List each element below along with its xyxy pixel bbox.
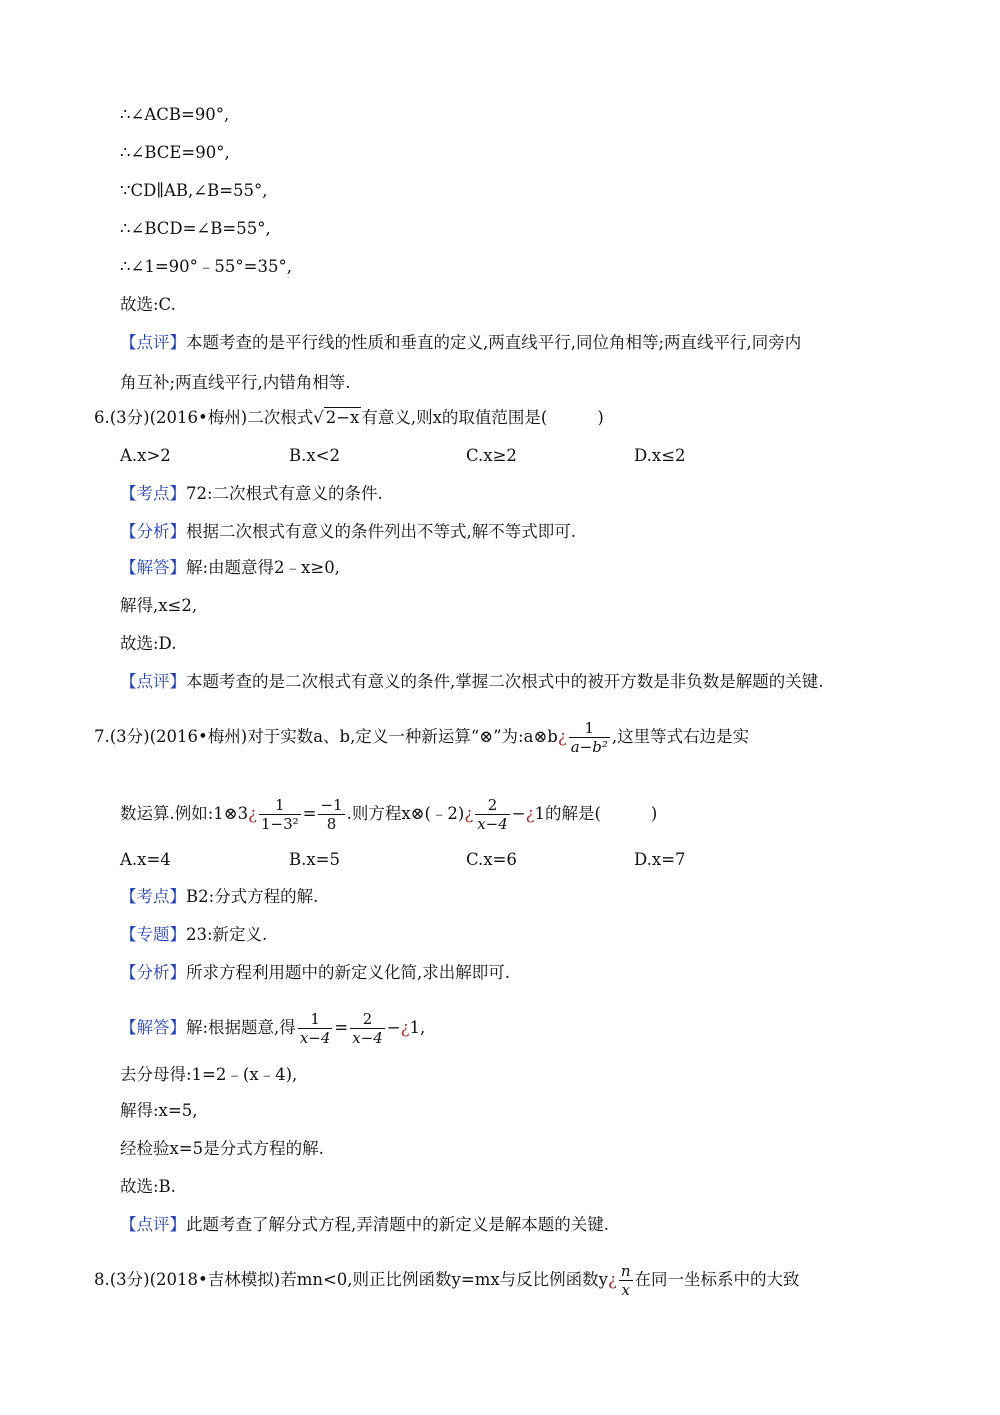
solution-line: ∴∠BCE=90°, bbox=[120, 143, 230, 162]
review-line: 【点评】本题考查的是二次根式有意义的条件,掌握二次根式中的被开方数是非负数是解题的关键. bbox=[120, 672, 824, 691]
solution-line: 去分母得:1=2﹣(x﹣4), bbox=[120, 1065, 298, 1084]
solution-line: ∵CD∥AB,∠B=55°, bbox=[120, 181, 268, 200]
question-6-stem: 6.(3分)(2016•梅州)二次根式√ 2−x 有意义,则x的取值范围是( ) bbox=[94, 408, 604, 427]
solution: 【解答】解:由题意得2﹣x≥0, bbox=[120, 558, 340, 577]
fraction: $\frac{2}{x-4}$ bbox=[477, 796, 508, 833]
question-7-example: 数运算.例如:1⊗3¿ $\frac{1}{\text{1−3²}}$ = $\frac{-1}{8}$ .则方程x⊗(﹣2)¿ $\frac{2}{x-4}$ −¿1的解是( ) bbox=[120, 796, 658, 833]
solution-line: ∴∠BCD=∠B=55°, bbox=[120, 219, 271, 238]
answer-line: 故选:C. bbox=[120, 295, 176, 314]
option-c: C.x≥2 bbox=[466, 446, 517, 465]
answer-line: 故选:B. bbox=[120, 1177, 176, 1196]
sqrt-expression: √ 2−x bbox=[313, 408, 360, 427]
fraction: $\frac{2}{x-4}$ bbox=[352, 1010, 383, 1047]
review-tag: 【点评】 bbox=[120, 333, 186, 352]
fraction: $\frac{1}{\text{a−b²}}$ bbox=[570, 719, 608, 756]
option-b: B.x=5 bbox=[289, 850, 340, 869]
review-line: 【点评】此题考查了解分式方程,弄清题中的新定义是解本题的关键. bbox=[120, 1215, 609, 1234]
fraction: $\frac{1}{x-4}$ bbox=[299, 1010, 331, 1047]
solution-line: ∴∠1=90°﹣55°=35°, bbox=[120, 257, 292, 276]
knowledge-point: 【考点】72:二次根式有意义的条件. bbox=[120, 484, 383, 503]
analysis: 【分析】所求方程利用题中的新定义化简,求出解即可. bbox=[120, 963, 510, 982]
solution: 【解答】解:根据题意,得 $\frac{1}{x-4}$ = $\frac{2}{x-4}$ −¿1, bbox=[120, 1010, 426, 1047]
option-a: A.x>2 bbox=[120, 446, 171, 465]
option-d: D.x≤2 bbox=[634, 446, 686, 465]
option-c: C.x=6 bbox=[466, 850, 517, 869]
question-7-stem: 7.(3分)(2016•梅州)对于实数a、b,定义一种新运算“⊗”为:a⊗b¿ $\frac{1}{\text{a−b²}}$ ,这里等式右边是实 bbox=[94, 719, 750, 756]
fraction: $\frac{-1}{8}$ bbox=[320, 796, 343, 833]
fraction: $\frac{n}{x}$ bbox=[620, 1262, 631, 1299]
review-line-cont: 角互补;两直线平行,内错角相等. bbox=[120, 373, 351, 392]
fraction: $\frac{1}{\text{1−3²}}$ bbox=[260, 796, 299, 833]
answer-line: 故选:D. bbox=[120, 634, 177, 653]
solution-line: 经检验x=5是分式方程的解. bbox=[120, 1139, 324, 1158]
option-d: D.x=7 bbox=[634, 850, 686, 869]
solution-line: ∴∠ACB=90°, bbox=[120, 105, 230, 124]
knowledge-point: 【考点】B2:分式方程的解. bbox=[120, 887, 319, 906]
topic: 【专题】23:新定义. bbox=[120, 925, 268, 944]
solution-line: 解得:x=5, bbox=[120, 1101, 198, 1120]
question-8-stem: 8.(3分)(2018•吉林模拟)若mn<0,则正比例函数y=mx与反比例函数y¿ $\frac{n}{x}$ 在同一坐标系中的大致 bbox=[94, 1262, 800, 1299]
option-b: B.x<2 bbox=[289, 446, 340, 465]
analysis: 【分析】根据二次根式有意义的条件列出不等式,解不等式即可. bbox=[120, 522, 576, 541]
solution-line: 解得,x≤2, bbox=[120, 596, 198, 615]
review-line: 【点评】本题考查的是平行线的性质和垂直的定义,两直线平行,同位角相等;两直线平行,同旁内 bbox=[120, 333, 802, 352]
option-a: A.x=4 bbox=[120, 850, 171, 869]
